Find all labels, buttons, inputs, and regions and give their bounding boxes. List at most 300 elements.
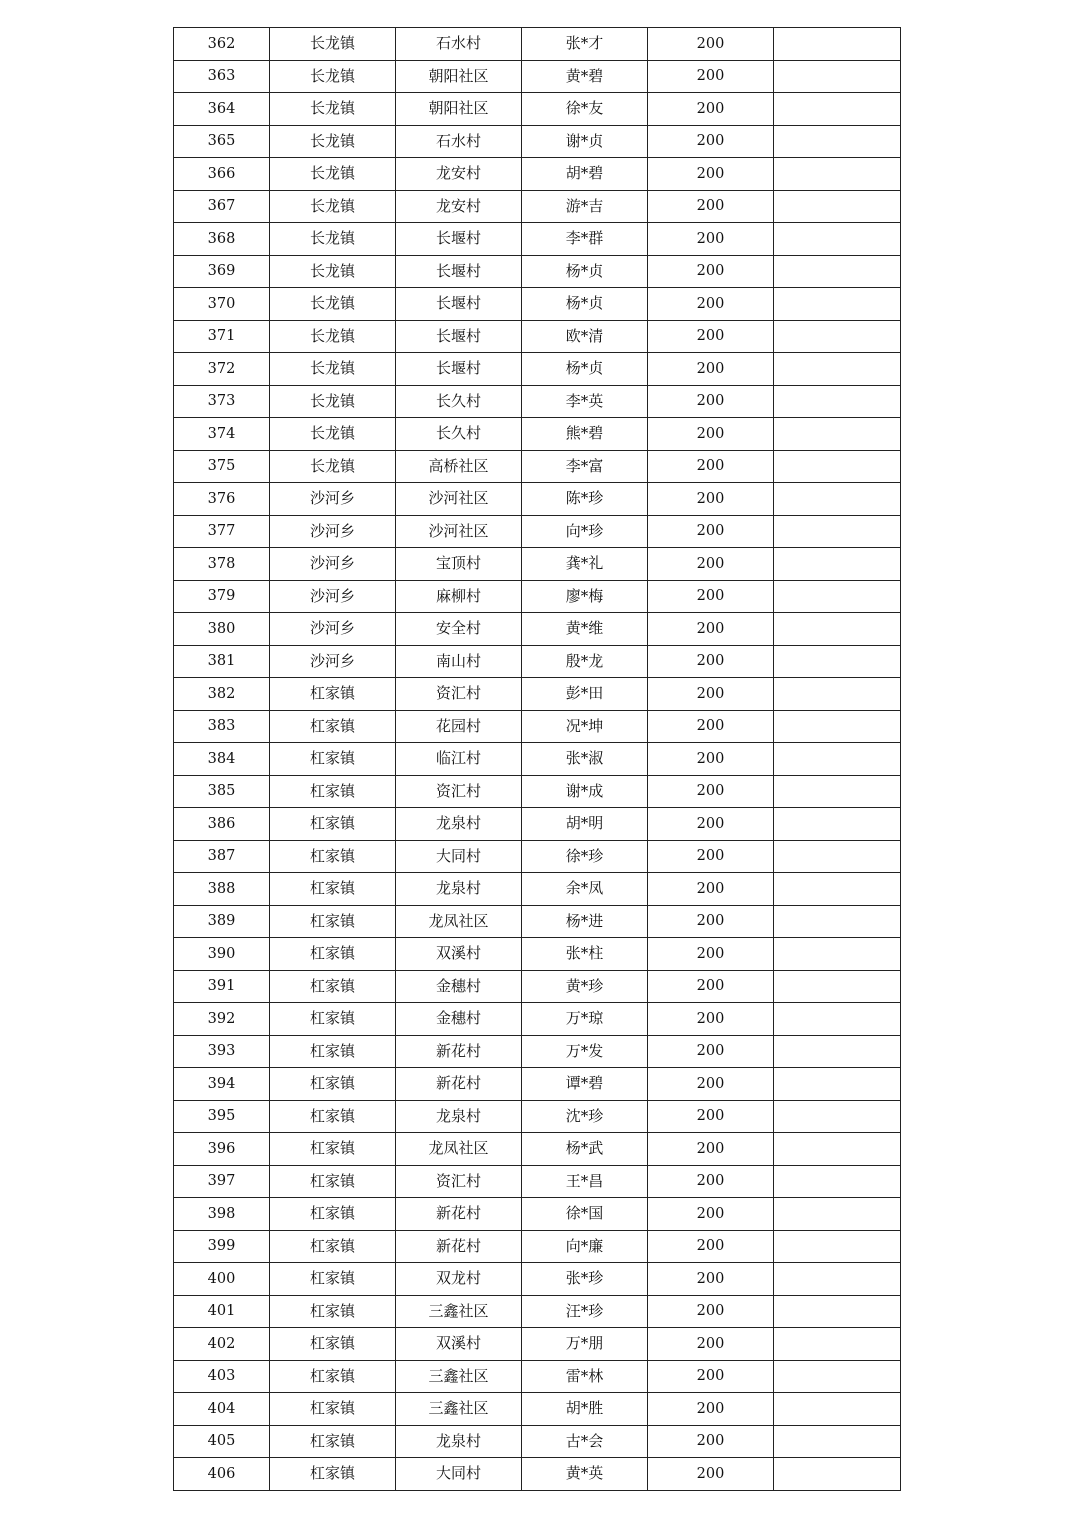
remark-cell — [774, 1133, 901, 1166]
name-cell: 张*珍 — [522, 1263, 648, 1296]
remark-cell — [774, 28, 901, 61]
amount-cell: 200 — [648, 125, 774, 158]
town-cell: 杠家镇 — [270, 1328, 396, 1361]
table-row — [174, 1263, 901, 1296]
serial-number-cell: 371 — [174, 320, 270, 353]
serial-number-cell: 386 — [174, 808, 270, 841]
village-cell: 双龙村 — [396, 1263, 522, 1296]
village-cell: 大同村 — [396, 840, 522, 873]
remark-cell — [774, 970, 901, 1003]
village-cell: 龙泉村 — [396, 808, 522, 841]
amount-cell: 200 — [648, 645, 774, 678]
remark-cell — [774, 223, 901, 256]
remark-cell — [774, 905, 901, 938]
remark-cell — [774, 938, 901, 971]
village-cell: 沙河社区 — [396, 515, 522, 548]
village-cell: 高桥社区 — [396, 450, 522, 483]
amount-cell: 200 — [648, 613, 774, 646]
village-cell: 金穗村 — [396, 1003, 522, 1036]
table-row — [174, 418, 901, 451]
village-cell: 资汇村 — [396, 678, 522, 711]
amount-cell: 200 — [648, 515, 774, 548]
town-cell: 杠家镇 — [270, 1035, 396, 1068]
table-row — [174, 1100, 901, 1133]
name-cell: 谢*贞 — [522, 125, 648, 158]
name-cell: 杨*贞 — [522, 353, 648, 386]
name-cell: 欧*清 — [522, 320, 648, 353]
village-cell: 长堰村 — [396, 255, 522, 288]
remark-cell — [774, 1263, 901, 1296]
amount-cell: 200 — [648, 1263, 774, 1296]
name-cell: 万*发 — [522, 1035, 648, 1068]
table-row — [174, 158, 901, 191]
village-cell: 三鑫社区 — [396, 1295, 522, 1328]
town-cell: 杠家镇 — [270, 678, 396, 711]
name-cell: 黄*珍 — [522, 970, 648, 1003]
amount-cell: 200 — [648, 1328, 774, 1361]
village-cell: 长堰村 — [396, 353, 522, 386]
name-cell: 胡*明 — [522, 808, 648, 841]
amount-cell: 200 — [648, 93, 774, 126]
town-cell: 长龙镇 — [270, 255, 396, 288]
name-cell: 张*淑 — [522, 743, 648, 776]
amount-cell: 200 — [648, 840, 774, 873]
name-cell: 向*珍 — [522, 515, 648, 548]
table-row — [174, 710, 901, 743]
amount-cell: 200 — [648, 158, 774, 191]
name-cell: 杨*进 — [522, 905, 648, 938]
town-cell: 杠家镇 — [270, 970, 396, 1003]
village-cell: 三鑫社区 — [396, 1360, 522, 1393]
table-row — [174, 905, 901, 938]
village-cell: 长堰村 — [396, 223, 522, 256]
town-cell: 杠家镇 — [270, 1458, 396, 1491]
town-cell: 长龙镇 — [270, 223, 396, 256]
village-cell: 沙河社区 — [396, 483, 522, 516]
name-cell: 徐*国 — [522, 1198, 648, 1231]
name-cell: 黄*碧 — [522, 60, 648, 93]
table-row — [174, 1458, 901, 1491]
remark-cell — [774, 1328, 901, 1361]
table-row — [174, 288, 901, 321]
village-cell: 龙安村 — [396, 190, 522, 223]
name-cell: 杨*武 — [522, 1133, 648, 1166]
amount-cell: 200 — [648, 483, 774, 516]
village-cell: 新花村 — [396, 1230, 522, 1263]
serial-number-cell: 382 — [174, 678, 270, 711]
village-cell: 龙泉村 — [396, 873, 522, 906]
town-cell: 杠家镇 — [270, 1133, 396, 1166]
serial-number-cell: 363 — [174, 60, 270, 93]
remark-cell — [774, 93, 901, 126]
remark-cell — [774, 580, 901, 613]
remark-cell — [774, 515, 901, 548]
amount-cell: 200 — [648, 1068, 774, 1101]
remark-cell — [774, 645, 901, 678]
amount-cell: 200 — [648, 1458, 774, 1491]
name-cell: 张*才 — [522, 28, 648, 61]
remark-cell — [774, 450, 901, 483]
table-row — [174, 1295, 901, 1328]
village-cell: 长堰村 — [396, 288, 522, 321]
table-row — [174, 1393, 901, 1426]
town-cell: 杠家镇 — [270, 1165, 396, 1198]
village-cell: 龙泉村 — [396, 1100, 522, 1133]
serial-number-cell: 377 — [174, 515, 270, 548]
name-cell: 余*凤 — [522, 873, 648, 906]
amount-cell: 200 — [648, 418, 774, 451]
serial-number-cell: 393 — [174, 1035, 270, 1068]
table-row — [174, 1198, 901, 1231]
town-cell: 长龙镇 — [270, 60, 396, 93]
table-row — [174, 808, 901, 841]
amount-cell: 200 — [648, 1295, 774, 1328]
serial-number-cell: 362 — [174, 28, 270, 61]
amount-cell: 200 — [648, 385, 774, 418]
town-cell: 杠家镇 — [270, 1003, 396, 1036]
table-row — [174, 613, 901, 646]
town-cell: 长龙镇 — [270, 93, 396, 126]
remark-cell — [774, 1425, 901, 1458]
amount-cell: 200 — [648, 1003, 774, 1036]
remark-cell — [774, 353, 901, 386]
serial-number-cell: 394 — [174, 1068, 270, 1101]
name-cell: 杨*贞 — [522, 255, 648, 288]
amount-cell: 200 — [648, 938, 774, 971]
serial-number-cell: 373 — [174, 385, 270, 418]
village-cell: 龙凤社区 — [396, 905, 522, 938]
serial-number-cell: 388 — [174, 873, 270, 906]
village-cell: 金穗村 — [396, 970, 522, 1003]
village-cell: 南山村 — [396, 645, 522, 678]
amount-cell: 200 — [648, 1425, 774, 1458]
amount-cell: 200 — [648, 1100, 774, 1133]
serial-number-cell: 399 — [174, 1230, 270, 1263]
town-cell: 长龙镇 — [270, 385, 396, 418]
amount-cell: 200 — [648, 970, 774, 1003]
village-cell: 龙安村 — [396, 158, 522, 191]
remark-cell — [774, 1393, 901, 1426]
town-cell: 沙河乡 — [270, 580, 396, 613]
remark-cell — [774, 190, 901, 223]
name-cell: 廖*梅 — [522, 580, 648, 613]
amount-cell: 200 — [648, 1198, 774, 1231]
amount-cell: 200 — [648, 743, 774, 776]
name-cell: 黄*维 — [522, 613, 648, 646]
remark-cell — [774, 320, 901, 353]
village-cell: 龙泉村 — [396, 1425, 522, 1458]
remark-cell — [774, 60, 901, 93]
serial-number-cell: 381 — [174, 645, 270, 678]
table-row — [174, 483, 901, 516]
serial-number-cell: 387 — [174, 840, 270, 873]
town-cell: 杠家镇 — [270, 840, 396, 873]
remark-cell — [774, 1003, 901, 1036]
name-cell: 胡*碧 — [522, 158, 648, 191]
amount-cell: 200 — [648, 808, 774, 841]
remark-cell — [774, 1295, 901, 1328]
serial-number-cell: 406 — [174, 1458, 270, 1491]
table-row — [174, 1425, 901, 1458]
town-cell: 沙河乡 — [270, 613, 396, 646]
village-cell: 石水村 — [396, 125, 522, 158]
town-cell: 杠家镇 — [270, 743, 396, 776]
remark-cell — [774, 1100, 901, 1133]
amount-cell: 200 — [648, 873, 774, 906]
name-cell: 万*琼 — [522, 1003, 648, 1036]
table-row — [174, 743, 901, 776]
table-row — [174, 1068, 901, 1101]
town-cell: 杠家镇 — [270, 808, 396, 841]
remark-cell — [774, 808, 901, 841]
table-row — [174, 190, 901, 223]
name-cell: 徐*珍 — [522, 840, 648, 873]
remark-cell — [774, 125, 901, 158]
amount-cell: 200 — [648, 255, 774, 288]
name-cell: 汪*珍 — [522, 1295, 648, 1328]
table-row — [174, 1003, 901, 1036]
village-cell: 花园村 — [396, 710, 522, 743]
serial-number-cell: 402 — [174, 1328, 270, 1361]
table-row — [174, 223, 901, 256]
town-cell: 沙河乡 — [270, 483, 396, 516]
amount-cell: 200 — [648, 580, 774, 613]
remark-cell — [774, 873, 901, 906]
serial-number-cell: 400 — [174, 1263, 270, 1296]
serial-number-cell: 365 — [174, 125, 270, 158]
village-cell: 大同村 — [396, 1458, 522, 1491]
name-cell: 谢*成 — [522, 775, 648, 808]
table-row — [174, 1328, 901, 1361]
serial-number-cell: 403 — [174, 1360, 270, 1393]
town-cell: 长龙镇 — [270, 28, 396, 61]
name-cell: 杨*贞 — [522, 288, 648, 321]
village-cell: 三鑫社区 — [396, 1393, 522, 1426]
serial-number-cell: 397 — [174, 1165, 270, 1198]
remark-cell — [774, 613, 901, 646]
name-cell: 陈*珍 — [522, 483, 648, 516]
amount-cell: 200 — [648, 1165, 774, 1198]
name-cell: 黄*英 — [522, 1458, 648, 1491]
serial-number-cell: 366 — [174, 158, 270, 191]
table-row — [174, 450, 901, 483]
amount-cell: 200 — [648, 28, 774, 61]
village-cell: 资汇村 — [396, 1165, 522, 1198]
serial-number-cell: 396 — [174, 1133, 270, 1166]
remark-cell — [774, 1230, 901, 1263]
town-cell: 杠家镇 — [270, 1198, 396, 1231]
village-cell: 新花村 — [396, 1068, 522, 1101]
village-cell: 宝顶村 — [396, 548, 522, 581]
town-cell: 沙河乡 — [270, 515, 396, 548]
table-row — [174, 645, 901, 678]
amount-cell: 200 — [648, 548, 774, 581]
amount-cell: 200 — [648, 320, 774, 353]
table-row — [174, 1360, 901, 1393]
remark-cell — [774, 1360, 901, 1393]
town-cell: 杠家镇 — [270, 1425, 396, 1458]
table-row — [174, 93, 901, 126]
table-row — [174, 1230, 901, 1263]
town-cell: 杠家镇 — [270, 1263, 396, 1296]
amount-cell: 200 — [648, 678, 774, 711]
village-cell: 新花村 — [396, 1198, 522, 1231]
amount-cell: 200 — [648, 710, 774, 743]
serial-number-cell: 389 — [174, 905, 270, 938]
remark-cell — [774, 743, 901, 776]
serial-number-cell: 401 — [174, 1295, 270, 1328]
village-cell: 双溪村 — [396, 1328, 522, 1361]
remark-cell — [774, 1458, 901, 1491]
name-cell: 殷*龙 — [522, 645, 648, 678]
serial-number-cell: 384 — [174, 743, 270, 776]
town-cell: 长龙镇 — [270, 158, 396, 191]
name-cell: 沈*珍 — [522, 1100, 648, 1133]
serial-number-cell: 405 — [174, 1425, 270, 1458]
remark-cell — [774, 288, 901, 321]
town-cell: 沙河乡 — [270, 548, 396, 581]
serial-number-cell: 372 — [174, 353, 270, 386]
table-row — [174, 60, 901, 93]
table-row — [174, 385, 901, 418]
amount-cell: 200 — [648, 1035, 774, 1068]
amount-cell: 200 — [648, 1133, 774, 1166]
table-row — [174, 515, 901, 548]
name-cell: 王*昌 — [522, 1165, 648, 1198]
table-row — [174, 320, 901, 353]
name-cell: 胡*胜 — [522, 1393, 648, 1426]
name-cell: 李*群 — [522, 223, 648, 256]
name-cell: 张*柱 — [522, 938, 648, 971]
serial-number-cell: 375 — [174, 450, 270, 483]
remark-cell — [774, 1198, 901, 1231]
name-cell: 龚*礼 — [522, 548, 648, 581]
serial-number-cell: 380 — [174, 613, 270, 646]
town-cell: 杠家镇 — [270, 1100, 396, 1133]
table-row — [174, 580, 901, 613]
amount-cell: 200 — [648, 353, 774, 386]
name-cell: 谭*碧 — [522, 1068, 648, 1101]
town-cell: 杠家镇 — [270, 905, 396, 938]
town-cell: 杠家镇 — [270, 775, 396, 808]
village-cell: 长久村 — [396, 418, 522, 451]
town-cell: 杠家镇 — [270, 1230, 396, 1263]
remark-cell — [774, 1068, 901, 1101]
table-row — [174, 353, 901, 386]
town-cell: 杠家镇 — [270, 1360, 396, 1393]
table-row — [174, 548, 901, 581]
amount-cell: 200 — [648, 223, 774, 256]
table-row — [174, 873, 901, 906]
village-cell: 长久村 — [396, 385, 522, 418]
serial-number-cell: 391 — [174, 970, 270, 1003]
town-cell: 沙河乡 — [270, 645, 396, 678]
amount-cell: 200 — [648, 905, 774, 938]
serial-number-cell: 379 — [174, 580, 270, 613]
table-row — [174, 775, 901, 808]
table-row — [174, 1035, 901, 1068]
village-cell: 临江村 — [396, 743, 522, 776]
name-cell: 徐*友 — [522, 93, 648, 126]
name-cell: 况*坤 — [522, 710, 648, 743]
serial-number-cell: 370 — [174, 288, 270, 321]
town-cell: 长龙镇 — [270, 125, 396, 158]
table-row — [174, 970, 901, 1003]
town-cell: 杠家镇 — [270, 873, 396, 906]
amount-cell: 200 — [648, 288, 774, 321]
serial-number-cell: 374 — [174, 418, 270, 451]
town-cell: 杠家镇 — [270, 938, 396, 971]
amount-cell: 200 — [648, 190, 774, 223]
serial-number-cell: 376 — [174, 483, 270, 516]
remark-cell — [774, 418, 901, 451]
serial-number-cell: 385 — [174, 775, 270, 808]
name-cell: 李*英 — [522, 385, 648, 418]
village-cell: 新花村 — [396, 1035, 522, 1068]
remark-cell — [774, 158, 901, 191]
subsidy-list-table — [173, 27, 901, 1491]
remark-cell — [774, 1165, 901, 1198]
town-cell: 杠家镇 — [270, 1295, 396, 1328]
town-cell: 长龙镇 — [270, 190, 396, 223]
village-cell: 石水村 — [396, 28, 522, 61]
name-cell: 李*富 — [522, 450, 648, 483]
serial-number-cell: 404 — [174, 1393, 270, 1426]
town-cell: 杠家镇 — [270, 1068, 396, 1101]
town-cell: 长龙镇 — [270, 320, 396, 353]
village-cell: 长堰村 — [396, 320, 522, 353]
remark-cell — [774, 385, 901, 418]
serial-number-cell: 398 — [174, 1198, 270, 1231]
amount-cell: 200 — [648, 450, 774, 483]
village-cell: 安全村 — [396, 613, 522, 646]
table-row — [174, 28, 901, 61]
village-cell: 龙凤社区 — [396, 1133, 522, 1166]
table-body — [174, 28, 901, 1491]
serial-number-cell: 368 — [174, 223, 270, 256]
table-row — [174, 678, 901, 711]
remark-cell — [774, 548, 901, 581]
remark-cell — [774, 775, 901, 808]
village-cell: 朝阳社区 — [396, 93, 522, 126]
remark-cell — [774, 678, 901, 711]
name-cell: 雷*林 — [522, 1360, 648, 1393]
remark-cell — [774, 710, 901, 743]
amount-cell: 200 — [648, 1360, 774, 1393]
town-cell: 长龙镇 — [270, 288, 396, 321]
name-cell: 游*吉 — [522, 190, 648, 223]
village-cell: 资汇村 — [396, 775, 522, 808]
amount-cell: 200 — [648, 775, 774, 808]
village-cell: 朝阳社区 — [396, 60, 522, 93]
name-cell: 古*会 — [522, 1425, 648, 1458]
amount-cell: 200 — [648, 1393, 774, 1426]
remark-cell — [774, 840, 901, 873]
town-cell: 长龙镇 — [270, 353, 396, 386]
town-cell: 杠家镇 — [270, 1393, 396, 1426]
town-cell: 长龙镇 — [270, 418, 396, 451]
serial-number-cell: 367 — [174, 190, 270, 223]
table-row — [174, 938, 901, 971]
name-cell: 熊*碧 — [522, 418, 648, 451]
town-cell: 长龙镇 — [270, 450, 396, 483]
table-row — [174, 1133, 901, 1166]
remark-cell — [774, 255, 901, 288]
amount-cell: 200 — [648, 1230, 774, 1263]
remark-cell — [774, 483, 901, 516]
town-cell: 杠家镇 — [270, 710, 396, 743]
table-row — [174, 255, 901, 288]
